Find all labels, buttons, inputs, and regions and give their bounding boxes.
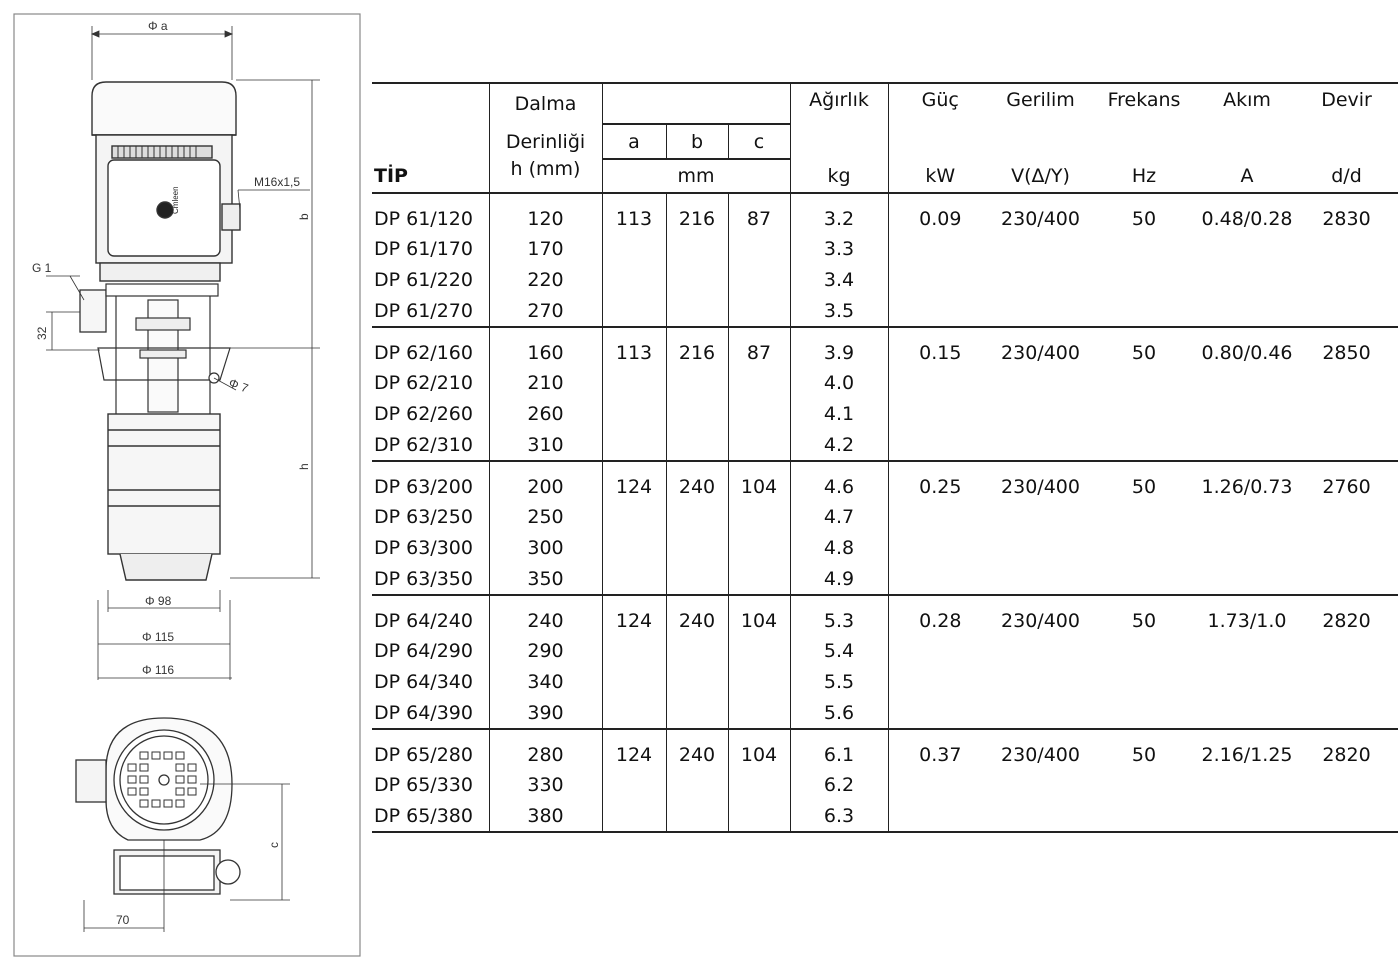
b-cell bbox=[666, 398, 728, 429]
a-header: A bbox=[1199, 159, 1295, 193]
kg-cell: 5.4 bbox=[790, 635, 888, 666]
a-cell bbox=[602, 635, 666, 666]
guc-cell: 0.15 bbox=[888, 327, 992, 367]
h-cell: 120 bbox=[489, 193, 602, 233]
guc-cell bbox=[888, 233, 992, 264]
b-cell: 216 bbox=[666, 193, 728, 233]
h-cell: 310 bbox=[489, 429, 602, 461]
akim-cell: 2.16/1.25 bbox=[1199, 729, 1295, 769]
devir-cell bbox=[1295, 769, 1398, 800]
c-cell bbox=[728, 666, 790, 697]
guc-cell bbox=[888, 367, 992, 398]
table-row bbox=[372, 563, 1398, 595]
c-cell bbox=[728, 635, 790, 666]
gerilim-cell: 230/400 bbox=[992, 327, 1089, 367]
discharge-port bbox=[46, 276, 106, 350]
gerilim-cell bbox=[992, 800, 1089, 832]
akim-cell bbox=[1199, 367, 1295, 398]
agirlik-header: Ağırlık bbox=[790, 83, 888, 124]
c-cell: 87 bbox=[728, 193, 790, 233]
akim-header: Akım bbox=[1199, 83, 1295, 124]
kg-cell: 3.2 bbox=[790, 193, 888, 233]
gerilim-cell bbox=[992, 233, 1089, 264]
dim-d98-label: Φ 98 bbox=[145, 594, 172, 608]
guc-cell: 0.37 bbox=[888, 729, 992, 769]
devir-cell bbox=[1295, 233, 1398, 264]
type-cell: DP 63/250 bbox=[374, 505, 473, 528]
akim-cell: 1.26/0.73 bbox=[1199, 461, 1295, 501]
b-cell: 240 bbox=[666, 595, 728, 635]
devir-cell: 2760 bbox=[1295, 461, 1398, 501]
dim-d115-label: Φ 115 bbox=[142, 630, 175, 644]
akim-cell bbox=[1199, 264, 1295, 295]
h-cell: 240 bbox=[489, 595, 602, 635]
type-cell: DP 64/240 bbox=[372, 595, 489, 635]
b-cell bbox=[666, 563, 728, 595]
akim-cell bbox=[1199, 295, 1295, 327]
type-cell: DP 61/220 bbox=[374, 268, 473, 291]
a-cell bbox=[602, 501, 666, 532]
gerilim-cell bbox=[992, 501, 1089, 532]
guc-cell bbox=[888, 563, 992, 595]
gerilim-cell: 230/400 bbox=[992, 595, 1089, 635]
kg-cell: 4.6 bbox=[790, 461, 888, 501]
h-cell: 220 bbox=[489, 264, 602, 295]
a-cell bbox=[602, 697, 666, 729]
spec-table bbox=[372, 82, 1398, 833]
frekans-cell bbox=[1089, 697, 1199, 729]
h-cell: 160 bbox=[489, 327, 602, 367]
c-cell bbox=[728, 398, 790, 429]
type-cell: DP 64/290 bbox=[374, 639, 473, 662]
akim-cell bbox=[1199, 563, 1295, 595]
frekans-cell bbox=[1089, 429, 1199, 461]
type-cell: DP 65/330 bbox=[374, 773, 473, 796]
b-cell bbox=[666, 769, 728, 800]
kg-cell: 5.3 bbox=[790, 595, 888, 635]
a-cell bbox=[602, 264, 666, 295]
pump-column bbox=[98, 284, 236, 414]
kg-cell: 3.4 bbox=[790, 264, 888, 295]
akim-cell bbox=[1199, 635, 1295, 666]
a-cell bbox=[602, 666, 666, 697]
table-row bbox=[372, 233, 1398, 264]
b-cell bbox=[666, 367, 728, 398]
devir-cell bbox=[1295, 295, 1398, 327]
devir-cell bbox=[1295, 635, 1398, 666]
a-cell: 113 bbox=[602, 193, 666, 233]
kg-cell: 4.0 bbox=[790, 367, 888, 398]
frekans-cell: 50 bbox=[1089, 595, 1199, 635]
h-cell: 170 bbox=[489, 233, 602, 264]
table-row bbox=[372, 769, 1398, 800]
gerilim-cell bbox=[992, 532, 1089, 563]
a-cell bbox=[602, 429, 666, 461]
b-cell bbox=[666, 532, 728, 563]
b-cell bbox=[666, 233, 728, 264]
frekans-cell: 50 bbox=[1131, 208, 1157, 230]
table-row bbox=[372, 729, 1398, 769]
dalma-header-2: Derinliği bbox=[489, 124, 602, 159]
type-cell: DP 63/350 bbox=[374, 567, 473, 590]
dimension-a bbox=[92, 26, 232, 80]
table-row bbox=[372, 697, 1398, 729]
h-cell: 300 bbox=[489, 532, 602, 563]
table-row bbox=[372, 429, 1398, 461]
frekans-cell bbox=[1089, 398, 1199, 429]
dim-h-label: h bbox=[297, 463, 311, 470]
akim-cell bbox=[1199, 666, 1295, 697]
c-cell bbox=[728, 532, 790, 563]
type-cell: DP 63/200 bbox=[372, 461, 489, 501]
devir-cell bbox=[1295, 697, 1398, 729]
gerilim-cell bbox=[992, 429, 1089, 461]
table-row bbox=[372, 193, 1398, 233]
a-cell bbox=[602, 769, 666, 800]
c-cell bbox=[728, 367, 790, 398]
devir-cell bbox=[1295, 800, 1398, 832]
frekans-cell bbox=[1089, 264, 1199, 295]
guc-header: Güç bbox=[888, 83, 992, 124]
a-cell bbox=[602, 800, 666, 832]
v-header: V(Δ/Y) bbox=[992, 159, 1089, 193]
devir-cell: 2850 bbox=[1295, 327, 1398, 367]
col-b-header: b bbox=[666, 124, 728, 159]
guc-cell bbox=[888, 295, 992, 327]
hz-header: Hz bbox=[1089, 159, 1199, 193]
b-cell: 240 bbox=[666, 729, 728, 769]
kg-cell: 4.7 bbox=[790, 501, 888, 532]
table-row bbox=[372, 367, 1398, 398]
type-cell: DP 65/280 bbox=[372, 729, 489, 769]
gerilim-cell bbox=[992, 398, 1089, 429]
thread-label: M16x1,5 bbox=[254, 175, 301, 189]
frekans-cell bbox=[1089, 501, 1199, 532]
devir-cell bbox=[1295, 532, 1398, 563]
gerilim-cell bbox=[992, 367, 1089, 398]
type-cell: DP 63/300 bbox=[374, 536, 473, 559]
devir-cell bbox=[1295, 367, 1398, 398]
type-cell: DP 64/390 bbox=[374, 701, 473, 724]
type-cell: DP 61/170 bbox=[374, 237, 473, 260]
table-row bbox=[372, 532, 1398, 563]
h-cell: 350 bbox=[489, 563, 602, 595]
akim-cell bbox=[1199, 800, 1295, 832]
kw-header: kW bbox=[888, 159, 992, 193]
devir-cell bbox=[1295, 398, 1398, 429]
h-cell: 260 bbox=[489, 398, 602, 429]
guc-cell bbox=[888, 532, 992, 563]
frekans-cell bbox=[1089, 367, 1199, 398]
gerilim-cell: 230/400 bbox=[992, 729, 1089, 769]
mm-header: mm bbox=[602, 159, 790, 193]
guc-cell bbox=[888, 800, 992, 832]
dim-b-label: b bbox=[297, 213, 311, 220]
devir-cell: 2820 bbox=[1295, 729, 1398, 769]
akim-cell bbox=[1199, 697, 1295, 729]
col-a-header: a bbox=[602, 124, 666, 159]
frekans-cell bbox=[1089, 800, 1199, 832]
c-cell: 87 bbox=[728, 327, 790, 367]
devir-cell: 2830 bbox=[1322, 208, 1371, 230]
devir-cell bbox=[1295, 563, 1398, 595]
kg-header: kg bbox=[790, 159, 888, 193]
tip-header: TİP bbox=[372, 159, 489, 193]
a-cell bbox=[602, 233, 666, 264]
a-cell bbox=[602, 398, 666, 429]
table-row bbox=[372, 666, 1398, 697]
c-cell bbox=[728, 233, 790, 264]
type-cell: DP 61/270 bbox=[374, 299, 473, 322]
dim-a-label: Φ a bbox=[148, 19, 168, 33]
a-cell bbox=[602, 295, 666, 327]
gerilim-cell bbox=[992, 295, 1089, 327]
akim-cell bbox=[1199, 501, 1295, 532]
header-row-3 bbox=[372, 159, 1398, 193]
akim-cell bbox=[1199, 429, 1295, 461]
table-row bbox=[372, 295, 1398, 327]
b-cell bbox=[666, 429, 728, 461]
c-cell bbox=[728, 563, 790, 595]
kg-cell: 3.5 bbox=[790, 295, 888, 327]
devir-cell bbox=[1295, 501, 1398, 532]
guc-cell bbox=[888, 666, 992, 697]
brand-logo: Cmleen bbox=[171, 186, 180, 214]
kg-cell: 6.2 bbox=[790, 769, 888, 800]
dim-d7-label: Φ 7 bbox=[226, 375, 251, 396]
frekans-cell: 50 bbox=[1089, 327, 1199, 367]
b-cell bbox=[666, 800, 728, 832]
devir-cell bbox=[1295, 429, 1398, 461]
b-cell bbox=[666, 501, 728, 532]
guc-cell: 0.25 bbox=[888, 461, 992, 501]
b-cell: 240 bbox=[666, 461, 728, 501]
gerilim-cell bbox=[992, 666, 1089, 697]
guc-cell bbox=[888, 635, 992, 666]
kg-cell: 6.3 bbox=[790, 800, 888, 832]
a-cell: 113 bbox=[602, 327, 666, 367]
h-cell: 390 bbox=[489, 697, 602, 729]
guc-cell bbox=[888, 501, 992, 532]
frekans-cell bbox=[1089, 769, 1199, 800]
a-cell bbox=[602, 532, 666, 563]
b-cell bbox=[666, 666, 728, 697]
h-cell: 280 bbox=[489, 729, 602, 769]
type-cell: DP 62/210 bbox=[374, 371, 473, 394]
header-row-1 bbox=[372, 83, 1398, 124]
c-cell: 104 bbox=[728, 729, 790, 769]
b-cell bbox=[666, 635, 728, 666]
kg-cell: 5.6 bbox=[790, 697, 888, 729]
a-cell: 124 bbox=[602, 461, 666, 501]
h-cell: 210 bbox=[489, 367, 602, 398]
kg-cell: 5.5 bbox=[790, 666, 888, 697]
table-row bbox=[372, 501, 1398, 532]
h-cell: 200 bbox=[489, 461, 602, 501]
c-cell bbox=[728, 697, 790, 729]
kg-cell: 4.8 bbox=[790, 532, 888, 563]
gerilim-cell bbox=[992, 697, 1089, 729]
dim-c-label: c bbox=[267, 842, 281, 848]
akim-cell: 0.80/0.46 bbox=[1199, 327, 1295, 367]
h-cell: 340 bbox=[489, 666, 602, 697]
kg-cell: 4.1 bbox=[790, 398, 888, 429]
h-cell: 330 bbox=[489, 769, 602, 800]
dd-header: d/d bbox=[1295, 159, 1398, 193]
table-row bbox=[372, 800, 1398, 832]
pump-body bbox=[108, 414, 220, 580]
gerilim-cell: 230/400 bbox=[1001, 208, 1080, 230]
kg-cell: 3.9 bbox=[790, 327, 888, 367]
akim-cell bbox=[1199, 532, 1295, 563]
devir-header: Devir bbox=[1295, 83, 1398, 124]
h-cell: 250 bbox=[489, 501, 602, 532]
dalma-header-3: h (mm) bbox=[489, 159, 602, 193]
c-cell: 104 bbox=[728, 461, 790, 501]
frekans-cell bbox=[1089, 563, 1199, 595]
guc-cell bbox=[888, 264, 992, 295]
c-cell bbox=[728, 501, 790, 532]
devir-cell: 2820 bbox=[1295, 595, 1398, 635]
frekans-cell bbox=[1089, 532, 1199, 563]
b-cell: 216 bbox=[666, 327, 728, 367]
kg-cell: 6.1 bbox=[790, 729, 888, 769]
c-cell bbox=[728, 769, 790, 800]
b-cell bbox=[666, 264, 728, 295]
akim-cell bbox=[1199, 233, 1295, 264]
c-cell bbox=[728, 800, 790, 832]
dim-70-label: 70 bbox=[116, 913, 130, 927]
table-row bbox=[372, 327, 1398, 367]
table-row bbox=[372, 635, 1398, 666]
c-cell bbox=[728, 295, 790, 327]
pump-motor bbox=[92, 82, 240, 281]
h-cell: 380 bbox=[489, 800, 602, 832]
type-cell: DP 62/310 bbox=[374, 433, 473, 456]
frekans-header: Frekans bbox=[1089, 83, 1199, 124]
h-cell: 290 bbox=[489, 635, 602, 666]
gerilim-cell bbox=[992, 635, 1089, 666]
guc-cell: 0.09 bbox=[919, 208, 962, 230]
frekans-cell: 50 bbox=[1089, 461, 1199, 501]
dalma-header: Dalma bbox=[489, 83, 602, 124]
guc-cell bbox=[888, 769, 992, 800]
akim-cell bbox=[1199, 398, 1295, 429]
pump-technical-drawing bbox=[0, 0, 372, 964]
table-row bbox=[372, 264, 1398, 295]
akim-cell: 1.73/1.0 bbox=[1199, 595, 1295, 635]
type-cell: DP 62/260 bbox=[374, 402, 473, 425]
akim-cell: 0.48/0.28 bbox=[1201, 208, 1293, 230]
c-cell bbox=[728, 429, 790, 461]
h-cell: 270 bbox=[489, 295, 602, 327]
frekans-cell bbox=[1089, 635, 1199, 666]
pump-top-view bbox=[76, 718, 240, 894]
a-cell: 124 bbox=[602, 595, 666, 635]
kg-cell: 4.9 bbox=[790, 563, 888, 595]
col-c-header: c bbox=[728, 124, 790, 159]
table-row bbox=[372, 398, 1398, 429]
dim-d116-label: Φ 116 bbox=[142, 663, 175, 677]
guc-cell bbox=[888, 429, 992, 461]
a-cell bbox=[602, 367, 666, 398]
devir-cell bbox=[1295, 666, 1398, 697]
frekans-cell bbox=[1089, 233, 1199, 264]
dim-32-label: 32 bbox=[35, 326, 49, 340]
devir-cell bbox=[1295, 264, 1398, 295]
kg-cell: 3.3 bbox=[790, 233, 888, 264]
gerilim-cell bbox=[992, 264, 1089, 295]
type-cell: DP 62/160 bbox=[372, 327, 489, 367]
a-cell: 124 bbox=[602, 729, 666, 769]
gerilim-cell bbox=[992, 769, 1089, 800]
frekans-cell bbox=[1089, 666, 1199, 697]
a-cell bbox=[602, 563, 666, 595]
header-row-2 bbox=[372, 124, 1398, 159]
type-cell: DP 61/120 bbox=[374, 208, 473, 230]
gerilim-header: Gerilim bbox=[992, 83, 1089, 124]
frekans-cell bbox=[1089, 295, 1199, 327]
port-label: G 1 bbox=[32, 261, 52, 275]
kg-cell: 4.2 bbox=[790, 429, 888, 461]
c-cell bbox=[728, 264, 790, 295]
table-row bbox=[372, 461, 1398, 501]
gerilim-cell bbox=[992, 563, 1089, 595]
gerilim-cell: 230/400 bbox=[992, 461, 1089, 501]
akim-cell bbox=[1199, 769, 1295, 800]
type-cell: DP 65/380 bbox=[372, 800, 489, 832]
frekans-cell: 50 bbox=[1089, 729, 1199, 769]
guc-cell bbox=[888, 697, 992, 729]
table-row bbox=[372, 595, 1398, 635]
guc-cell: 0.28 bbox=[888, 595, 992, 635]
b-cell bbox=[666, 697, 728, 729]
guc-cell bbox=[888, 398, 992, 429]
c-cell: 104 bbox=[728, 595, 790, 635]
type-cell: DP 64/340 bbox=[374, 670, 473, 693]
b-cell bbox=[666, 295, 728, 327]
